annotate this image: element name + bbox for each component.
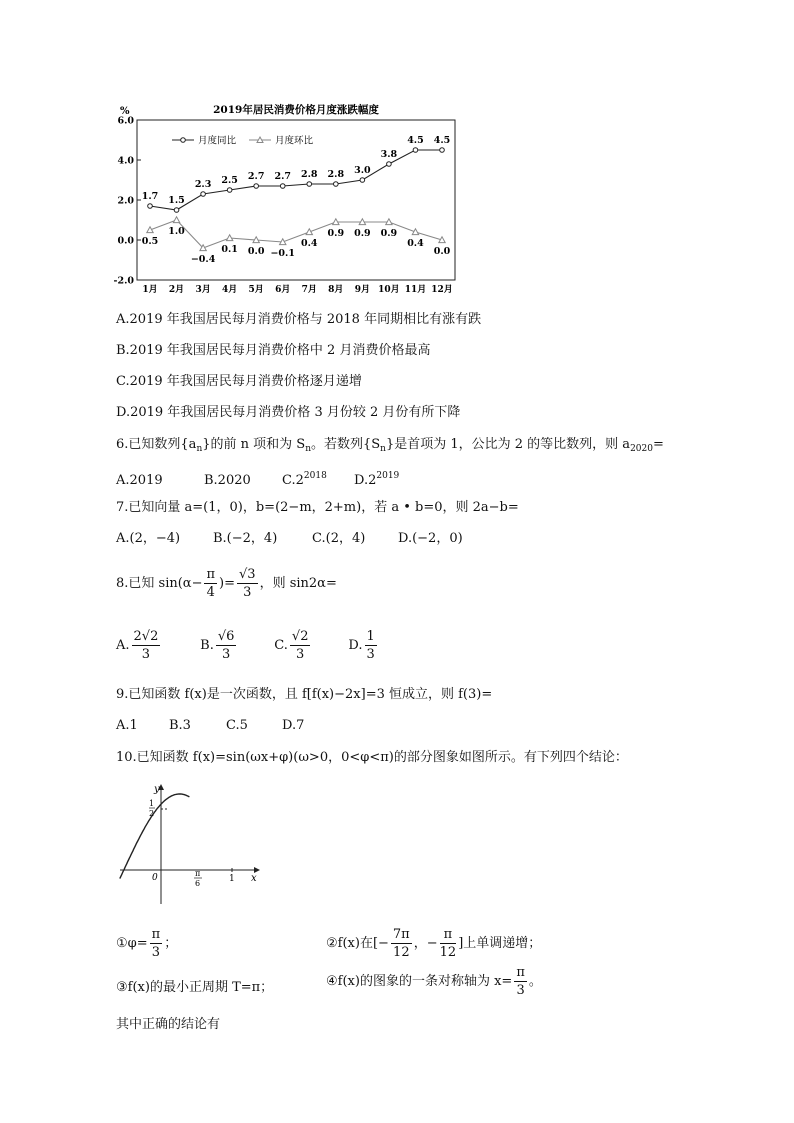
frac-den: 12: [393, 945, 410, 960]
q6-stem-part: }的前 n 项和为 S: [202, 437, 306, 452]
point-yoy: [334, 182, 339, 187]
data-label-yoy: 1.5: [168, 195, 185, 206]
option-frac: [132, 628, 161, 663]
frac-den: 3: [296, 647, 305, 662]
c1-frac: [150, 926, 163, 961]
q8-option-a: [116, 628, 196, 663]
x-tick-label: 7月: [301, 285, 317, 295]
q6-option-d-exp: 2019: [376, 471, 400, 481]
q6-stem-part: 。若数列{S: [310, 437, 381, 452]
data-label-yoy: 2.8: [327, 169, 345, 180]
q6-option-b: B.2020: [204, 473, 251, 488]
x-tick-label: 11月: [404, 285, 427, 295]
data-label-yoy: 4.5: [433, 135, 451, 146]
data-label-yoy: 4.5: [407, 135, 424, 146]
frac-den: 3: [141, 647, 151, 662]
q9-option-b: B.3: [169, 718, 191, 733]
x-tick-label: 3月: [195, 285, 211, 295]
q8-option-d: [348, 628, 378, 663]
point-yoy: [148, 204, 153, 209]
frac-num: π: [516, 965, 525, 980]
q8-stem-mid: )=: [219, 576, 235, 591]
frac-den: 3: [221, 647, 231, 662]
legend-label-mom: 月度环比: [275, 135, 314, 147]
q6-sub: n: [196, 444, 203, 454]
legend-label-yoy: 月度同比: [198, 135, 237, 147]
frac-num: √6: [217, 629, 235, 644]
chart-ylabel: %: [120, 106, 130, 117]
chart-title: 2019年居民消费价格月度涨跌幅度: [213, 104, 379, 116]
q8-option-c: [274, 628, 344, 663]
frac-den: 3: [366, 647, 375, 662]
graph-half-num: 1: [149, 799, 155, 808]
frac-den: 3: [243, 585, 252, 600]
data-label-mom: 1.0: [168, 226, 185, 237]
data-label-yoy: 1.7: [141, 191, 159, 202]
q5-option-d: D.2019 年我国居民每月消费价格 3 月份较 2 月份有所下降: [116, 405, 461, 420]
graph-pi: π: [195, 869, 201, 878]
frac-den: 3: [516, 983, 525, 998]
data-label-mom: −0.1: [270, 248, 295, 259]
frac-num: √2: [291, 629, 309, 644]
q9-stem: 9.已知函数 f(x)是一次函数，且 f[f(x)−2x]=3 恒成立，则 f(3)=: [116, 687, 493, 702]
q6-option-a: A.2019: [116, 473, 163, 488]
data-label-mom: 0.4: [407, 238, 424, 249]
q6-stem: [116, 436, 664, 458]
q7-stem: 7.已知向量 a=(1，0)，b=(2−m，2+m)，若 a • b=0，则 2a−b=: [116, 500, 519, 515]
q9-option-a: A.1: [116, 718, 138, 733]
x-tick-label: 4月: [222, 285, 238, 295]
data-label-mom: 0.4: [301, 238, 318, 249]
point-yoy: [280, 184, 285, 189]
q8-stem: [116, 566, 337, 601]
data-label-yoy: 3.8: [380, 149, 398, 160]
point-yoy: [387, 162, 392, 167]
q10-conclusion-4: [326, 964, 542, 999]
frac-num: π: [440, 926, 457, 944]
q5-option-b: B.2019 年我国居民每月消费价格中 2 月消费价格最高: [116, 343, 431, 358]
q6-stem-part: }是首项为 1，公比为 2 的等比数列，则 a: [385, 437, 631, 452]
c1-pre: ①φ=: [116, 936, 148, 951]
q7-option-c: C.(2，4): [312, 531, 366, 546]
option-frac: [365, 628, 377, 663]
data-label-yoy: 2.7: [247, 171, 265, 182]
q10-conclusion-3: ③f(x)的最小正周期 T=π；: [116, 980, 274, 995]
point-yoy: [227, 188, 232, 193]
c4-pre: ④f(x)的图象的一条对称轴为 x=: [326, 974, 513, 989]
point-yoy: [254, 184, 259, 189]
q7-option-b: B.(−2，4): [213, 531, 278, 546]
option-frac: [290, 628, 311, 663]
frac-num: 1: [366, 629, 375, 644]
data-label-mom: 0.9: [380, 228, 398, 239]
point-yoy: [413, 148, 418, 153]
data-label-mom: 0.9: [327, 228, 345, 239]
q7-option-d: D.(−2，0): [398, 531, 463, 546]
q6-option-d-base: D.2: [354, 473, 377, 488]
q10-conclusion-1: [116, 926, 177, 961]
y-tick-label: 6.0: [117, 115, 134, 127]
data-label-yoy: 2.3: [194, 179, 212, 190]
data-label-yoy: 3.0: [354, 165, 371, 176]
option-letter: D.: [348, 638, 363, 653]
q6-option-c: [282, 467, 354, 490]
c2-pre: ②f(x)在[−: [326, 936, 389, 951]
data-label-yoy: 2.5: [221, 175, 238, 186]
data-label-yoy: 2.8: [301, 169, 318, 180]
c2-post: ]上单调递增；: [458, 936, 542, 951]
x-tick-label: 9月: [354, 285, 370, 295]
q9-option-d: D.7: [282, 718, 305, 733]
x-tick-label: 10月: [378, 285, 400, 295]
q6-option-d: [354, 467, 399, 490]
option-frac: [216, 628, 237, 663]
x-tick-label: 5月: [248, 285, 264, 295]
data-label-mom: 0.9: [354, 228, 371, 239]
x-tick-label: 12月: [431, 285, 453, 295]
q9-options: [116, 717, 304, 735]
graph-half-den: 2: [149, 809, 155, 818]
frac-num: √3: [239, 567, 256, 582]
q10-graph: [114, 782, 264, 908]
data-label-mom: 0.0: [433, 246, 451, 257]
frac-den: 3: [151, 945, 161, 960]
q6-sub: n: [305, 444, 311, 454]
graph-six: 6: [195, 879, 201, 888]
x-tick-label: 2月: [168, 285, 185, 295]
y-tick-label: 0.0: [117, 235, 134, 247]
q10-tail: 其中正确的结论有: [116, 1017, 221, 1032]
q8-frac-sqrt3-3: [237, 566, 258, 601]
q10-conclusion-2: [326, 926, 541, 961]
q5-option-a: A.2019 年我国居民每月消费价格与 2018 年同期相比有涨有跌: [116, 312, 482, 327]
q8-option-b: [200, 628, 270, 663]
option-letter: A.: [116, 638, 130, 653]
data-label-mom: 0.5: [141, 236, 159, 247]
point-yoy: [201, 192, 206, 197]
graph-y-label: y: [154, 784, 160, 795]
graph-curve: [120, 794, 190, 879]
series-line-yoy: [150, 150, 442, 210]
q8-stem-post: ，则 sin2α=: [259, 576, 337, 591]
y-tick-label: 2.0: [117, 195, 134, 207]
c2-mid: ，−: [413, 936, 438, 951]
graph-origin: 0: [152, 873, 158, 883]
q7-options: [116, 530, 463, 548]
point-yoy: [360, 178, 365, 183]
y-tick-label: 4.0: [117, 155, 134, 167]
graph-x-label: x: [251, 873, 257, 884]
c2-frac-b: [440, 926, 457, 961]
data-label-mom: 0.0: [247, 246, 265, 257]
q6-sub: n: [380, 444, 386, 454]
point-yoy: [174, 208, 179, 213]
point-yoy: [440, 148, 445, 153]
q7-option-a: A.(2，−4): [116, 531, 181, 546]
point-mom: [173, 217, 179, 223]
graph-x-one: 1: [229, 874, 235, 884]
x-tick-label: 1月: [142, 285, 158, 295]
c4-frac: [514, 964, 527, 999]
option-letter: B.: [200, 638, 214, 653]
cpi-chart: [112, 98, 467, 298]
legend-marker-yoy: [181, 138, 186, 143]
q9-option-c: C.5: [226, 718, 248, 733]
q8-frac-pi-4: [204, 566, 217, 601]
frac-num: π: [151, 927, 161, 942]
frac-den: 4: [206, 585, 215, 600]
series-line-mom: [150, 220, 442, 248]
q6-stem-part: =: [652, 437, 664, 452]
data-label-mom: 0.1: [221, 244, 238, 255]
frac-num: π: [206, 567, 216, 582]
c1-post: ；: [164, 936, 178, 951]
q6-stem-part: 6.已知数列{a: [116, 437, 197, 452]
point-yoy: [307, 182, 312, 187]
frac-den: 12: [439, 945, 457, 960]
c4-post: 。: [528, 974, 542, 989]
option-letter: C.: [274, 638, 288, 653]
q10-stem: 10.已知函数 f(x)=sin(ωx+φ)(ω>0，0<φ<π)的部分图象如图所示。有下列四个结论：: [116, 750, 628, 765]
q8-stem-pre: 8.已知 sin(α−: [116, 576, 203, 591]
c2-frac-a: [391, 926, 412, 961]
data-label-mom: −0.4: [190, 254, 216, 265]
q6-option-c-exp: 2018: [303, 471, 327, 481]
q6-options: [116, 467, 399, 490]
frac-num: 7π: [392, 927, 410, 942]
q5-option-c: C.2019 年我国居民每月消费价格逐月递增: [116, 374, 362, 389]
q6-option-c-base: C.2: [282, 473, 304, 488]
data-label-yoy: 2.7: [274, 171, 291, 182]
y-tick-label: -2.0: [113, 275, 134, 287]
x-tick-label: 6月: [275, 285, 291, 295]
frac-num: 2√2: [133, 629, 159, 644]
x-tick-label: 8月: [328, 285, 344, 295]
q8-options: [116, 628, 379, 663]
q6-sub: 2020: [630, 444, 653, 454]
